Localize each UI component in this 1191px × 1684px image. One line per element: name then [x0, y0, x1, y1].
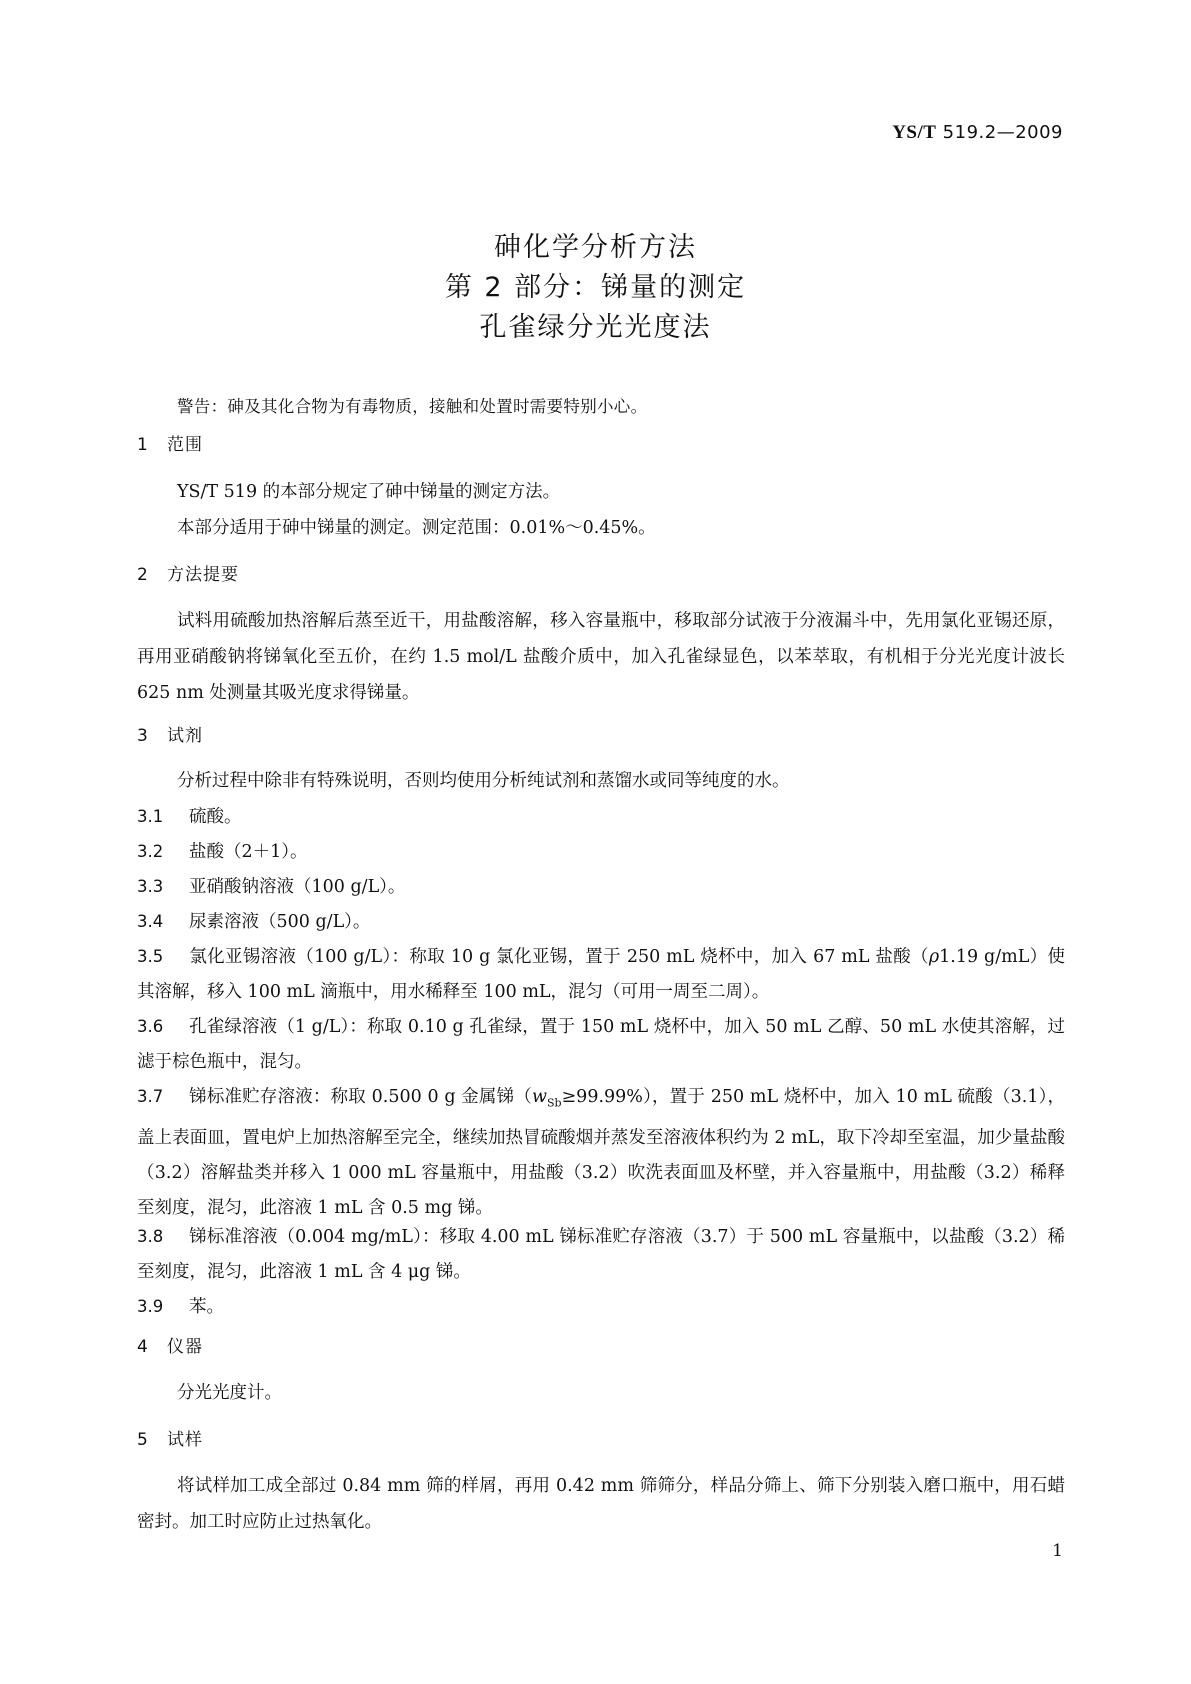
- item-number: 3.9: [137, 1297, 164, 1316]
- warning-statement: 警告：砷及其化合物为有毒物质，接触和处置时需要特别小心。: [177, 397, 648, 416]
- section-1-paragraph-1: YS/T 519 的本部分规定了砷中锑量的测定方法。: [177, 482, 561, 502]
- section-2-heading: [137, 560, 239, 585]
- item-number: 3.7: [137, 1087, 164, 1106]
- item-number: 3.1: [137, 807, 164, 826]
- item-number: 3.6: [137, 1017, 164, 1036]
- section-2-number: 2: [137, 565, 149, 585]
- section-1-title: 范围: [167, 435, 203, 455]
- item-text: 苯。: [189, 1297, 224, 1317]
- reagent-item-3-6: [137, 1009, 1065, 1080]
- reagent-item-3-5: [137, 939, 1065, 1010]
- item-text: 盐酸（2＋1）。: [189, 842, 308, 862]
- section-4-number: 4: [137, 1337, 149, 1357]
- section-5-paragraph-1: 将试样加工成全部过 0.84 mm 筛的样屑，再用 0.42 mm 筛筛分，样品分筛上、筛下分别装入磨口瓶中，用石蜡密封。加工时应防止过热氧化。: [137, 1476, 1065, 1532]
- item-text-before: 氯化亚锡溶液（100 g/L）：称取 10 g 氯化亚锡，置于 250 mL 烧杯中，加入 67 mL 盐酸（: [189, 947, 929, 967]
- item-text-after: 1.19 g/mL）使其溶解，移入 100 mL 滴瓶中，用水稀释至 100 mL，混匀（可用一周至二周）。: [137, 947, 1065, 1002]
- standard-number: 519.2—2009: [936, 122, 1063, 143]
- item-text: 锑标准溶液（0.004 mg/mL）：移取 4.00 mL 锑标准贮存溶液（3.7）于 500 mL 容量瓶中，以盐酸（3.2）稀至刻度，混匀，此溶液 1 mL 含 4 μg 锑。: [137, 1227, 1065, 1282]
- item-number: 3.2: [137, 842, 164, 861]
- standard-org: YS/T: [892, 122, 937, 143]
- section-4-title: 仪器: [167, 1337, 203, 1357]
- section-2-title: 方法提要: [167, 565, 239, 585]
- title-line-2: 第 2 部分：锑量的测定: [444, 272, 747, 303]
- section-4-paragraph-1: 分光光度计。: [177, 1383, 282, 1403]
- reagent-item-3-7: [137, 1079, 1065, 1226]
- rho-symbol: ρ: [928, 947, 940, 967]
- item-text: 亚硝酸钠溶液（100 g/L）。: [189, 877, 406, 897]
- item-text: 尿素溶液（500 g/L）。: [189, 912, 371, 932]
- item-number: 3.3: [137, 877, 164, 896]
- reagent-item-3-8: [137, 1219, 1065, 1290]
- item-text-after: ≥99.99%），置于 250 mL 烧杯中，加入 10 mL 硫酸（3.1），盖上表面皿，置电炉上加热溶解至完全，继续加热冒硫酸烟并蒸发至溶液体积约为 2 mL，取下冷却至室温，加少量盐酸（3.2）溶解盐类并移入 1 000 mL 容量瓶中，用盐酸（3.2）吹洗表面皿及杯壁，并入容量瓶中，用盐酸（3.2）稀释至刻度，混匀，此溶液 1 mL 含 0.5 mg 锑。: [137, 1087, 1065, 1218]
- w-symbol: w: [531, 1087, 547, 1107]
- title-line-3: 孔雀绿分光光度法: [479, 312, 712, 343]
- item-number: 3.5: [137, 947, 164, 966]
- section-1-number: 1: [137, 435, 149, 455]
- reagent-item-3-3: [137, 869, 1065, 905]
- section-3-paragraph-1: 分析过程中除非有特殊说明，否则均使用分析纯试剂和蒸馏水或同等纯度的水。: [177, 771, 790, 791]
- item-number: 3.8: [137, 1227, 164, 1246]
- section-5-title: 试样: [167, 1430, 203, 1450]
- section-2-paragraph-1: 试料用硫酸加热溶解后蒸至近干，用盐酸溶解，移入容量瓶中，移取部分试液于分液漏斗中，先用氯化亚锡还原，再用亚硝酸钠将锑氧化至五价，在约 1.5 mol/L 盐酸介质中，加入孔雀绿显色，以苯萃取，有机相于分光光度计波长 625 nm 处测量其吸光度求得锑量。: [137, 611, 1065, 703]
- section-3-number: 3: [137, 726, 149, 746]
- item-text-before: 锑标准贮存溶液：称取 0.500 0 g 金属锑（: [189, 1087, 532, 1107]
- section-5-heading: [137, 1425, 203, 1450]
- reagent-item-3-4: [137, 904, 1065, 940]
- w-subscript: Sb: [546, 1096, 562, 1110]
- section-1-heading: [137, 430, 203, 455]
- reagent-item-3-2: [137, 834, 1065, 870]
- section-1-paragraph-2: 本部分适用于砷中锑量的测定。测定范围：0.01%～0.45%。: [177, 518, 656, 538]
- section-3-heading: [137, 721, 203, 746]
- reagent-item-3-1: [137, 799, 1065, 835]
- page-number: 1: [1052, 1541, 1063, 1561]
- item-number: 3.4: [137, 912, 164, 931]
- section-3-title: 试剂: [167, 726, 203, 746]
- section-4-heading: [137, 1332, 203, 1357]
- reagent-item-3-9: [137, 1289, 1065, 1325]
- document-title: [0, 228, 1191, 348]
- standard-code: [892, 122, 1063, 144]
- title-line-1: 砷化学分析方法: [494, 232, 697, 263]
- section-5-number: 5: [137, 1430, 149, 1450]
- item-text: 硫酸。: [189, 807, 242, 827]
- item-text: 孔雀绿溶液（1 g/L）：称取 0.10 g 孔雀绿，置于 150 mL 烧杯中，加入 50 mL 乙醇、50 mL 水使其溶解，过滤于棕色瓶中，混匀。: [137, 1017, 1065, 1072]
